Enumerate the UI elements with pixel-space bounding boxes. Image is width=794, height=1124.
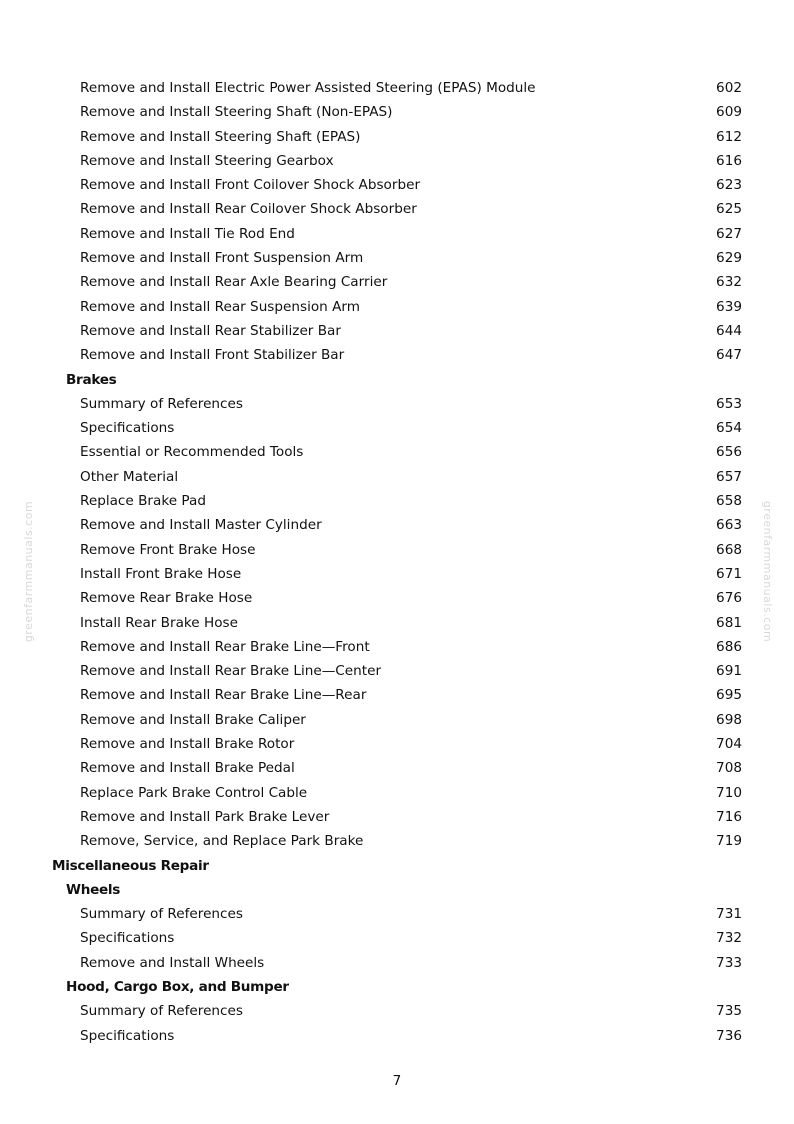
toc-entry-title: Wheels	[66, 881, 121, 898]
toc-entry-title: Remove and Install Wheels	[80, 954, 265, 971]
toc-entry-page: 653	[716, 395, 742, 412]
toc-entry[interactable]	[0, 175, 794, 199]
toc-section-heading	[0, 977, 794, 1001]
toc-entry[interactable]	[0, 297, 794, 321]
toc-entry-title: Miscellaneous Repair	[52, 857, 209, 874]
toc-entry-page: 735	[716, 1003, 742, 1020]
toc-entry-title: Remove and Install Master Cylinder	[80, 517, 322, 534]
toc-entry[interactable]	[0, 321, 794, 345]
toc-entry[interactable]	[0, 734, 794, 758]
toc-entry-page: 656	[716, 444, 742, 461]
toc-entry-page: 708	[716, 760, 742, 777]
toc-entry-page: 632	[716, 274, 742, 291]
toc-entry-page: 695	[716, 687, 742, 704]
toc-entry[interactable]	[0, 807, 794, 831]
toc-entry-title: Summary of References	[80, 1003, 243, 1020]
toc-entry[interactable]	[0, 783, 794, 807]
toc-entry[interactable]	[0, 418, 794, 442]
toc-entry[interactable]	[0, 394, 794, 418]
toc-entry[interactable]	[0, 1026, 794, 1050]
toc-entry-page: 612	[716, 128, 742, 145]
toc-entry-title: Remove and Install Rear Axle Bearing Carrier	[80, 274, 388, 291]
toc-entry-title: Other Material	[80, 468, 179, 485]
toc-entry[interactable]	[0, 102, 794, 126]
toc-entry[interactable]	[0, 758, 794, 782]
toc-entry[interactable]	[0, 345, 794, 369]
toc-entry-page: 676	[716, 590, 742, 607]
toc-entry-title: Remove and Install Steering Gearbox	[80, 152, 334, 169]
toc-entry-page: 657	[716, 468, 742, 485]
toc-entry-title: Summary of References	[80, 395, 243, 412]
toc-entry-title: Replace Brake Pad	[80, 493, 206, 510]
toc-entry-title: Essential or Recommended Tools	[80, 444, 304, 461]
toc-entry-title: Remove and Install Steering Shaft (EPAS)	[80, 128, 361, 145]
toc-entry-title: Specifications	[80, 1027, 175, 1044]
toc-entry-title: Remove and Install Rear Brake Line—Rear	[80, 687, 367, 704]
toc-entry[interactable]	[0, 467, 794, 491]
toc-entry[interactable]	[0, 953, 794, 977]
toc-entry-page: 602	[716, 80, 742, 96]
toc-entry[interactable]	[0, 710, 794, 734]
toc-entry[interactable]	[0, 515, 794, 539]
toc-entry-page: 623	[716, 177, 742, 194]
toc-entry[interactable]	[0, 78, 794, 102]
toc-entry-title: Replace Park Brake Control Cable	[80, 784, 308, 801]
toc-entry-page: 671	[716, 565, 742, 582]
toc-entry-title: Remove and Install Brake Rotor	[80, 736, 295, 753]
toc-entry-page: 616	[716, 152, 742, 169]
toc-entry-page: 658	[716, 493, 742, 510]
toc-entry-title: Remove and Install Electric Power Assisted Steering (EPAS) Module	[80, 80, 536, 96]
toc-entry-title: Remove and Install Front Suspension Arm	[80, 250, 364, 267]
toc-entry[interactable]	[0, 199, 794, 223]
toc-entry-page: 686	[716, 638, 742, 655]
toc-entry-page: 609	[716, 104, 742, 121]
toc-entry-title: Remove and Install Park Brake Lever	[80, 808, 330, 825]
toc-entry[interactable]	[0, 248, 794, 272]
toc-section-heading	[0, 370, 794, 394]
toc-entry-page: 663	[716, 517, 742, 534]
toc-entry-title: Remove and Install Brake Caliper	[80, 711, 306, 728]
toc-entry-title: Remove and Install Rear Suspension Arm	[80, 298, 360, 315]
toc-entry[interactable]	[0, 904, 794, 928]
toc-entry[interactable]	[0, 613, 794, 637]
toc-entry-page: 639	[716, 298, 742, 315]
toc-entry[interactable]	[0, 151, 794, 175]
toc-section-heading	[0, 880, 794, 904]
toc-entry[interactable]	[0, 637, 794, 661]
toc-entry-title: Remove and Install Tie Rod End	[80, 225, 295, 242]
toc-entry-page: 668	[716, 541, 742, 558]
toc-entry-page: 704	[716, 736, 742, 753]
toc-entry-page: 736	[716, 1027, 742, 1044]
toc-entry-title: Remove and Install Front Coilover Shock Absorber	[80, 177, 421, 194]
toc-entry-page: 625	[716, 201, 742, 218]
toc-entry-title: Install Rear Brake Hose	[80, 614, 238, 631]
toc-entry-page: 691	[716, 663, 742, 680]
toc-entry-title: Specifications	[80, 930, 175, 947]
toc-entry[interactable]	[0, 442, 794, 466]
toc-entry-title: Summary of References	[80, 906, 243, 923]
toc-entry[interactable]	[0, 127, 794, 151]
toc-entry-page: 654	[716, 420, 742, 437]
toc-entry[interactable]	[0, 564, 794, 588]
toc-entry-page: 733	[716, 954, 742, 971]
toc-entry-page: 719	[716, 833, 742, 850]
toc-entry[interactable]	[0, 1001, 794, 1025]
toc-entry[interactable]	[0, 224, 794, 248]
toc-entry[interactable]	[0, 661, 794, 685]
toc-section-heading	[0, 856, 794, 880]
toc-entry-page: 681	[716, 614, 742, 631]
toc-entry[interactable]	[0, 831, 794, 855]
toc-entry[interactable]	[0, 685, 794, 709]
toc-entry-title: Remove and Install Brake Pedal	[80, 760, 295, 777]
toc-entry-page: 698	[716, 711, 742, 728]
page-number: 7	[392, 1073, 402, 1089]
toc-entry[interactable]	[0, 588, 794, 612]
watermark-left: greenfarmmanuals.com	[22, 500, 36, 643]
toc-entry-page: 627	[716, 225, 742, 242]
toc-entry-page: 710	[716, 784, 742, 801]
toc-entry-page: 629	[716, 250, 742, 267]
toc-entry-title: Specifications	[80, 420, 175, 437]
watermark-right: greenfarmmanuals.com	[761, 500, 775, 643]
toc-entry-title: Remove Rear Brake Hose	[80, 590, 253, 607]
toc-entry-title: Remove Front Brake Hose	[80, 541, 256, 558]
toc-entry[interactable]	[0, 272, 794, 296]
toc-entry[interactable]	[0, 540, 794, 564]
toc-entry-page: 644	[716, 322, 742, 339]
toc-entry-page: 732	[716, 930, 742, 947]
toc-entry-title: Install Front Brake Hose	[80, 565, 242, 582]
table-of-contents	[0, 78, 794, 1050]
toc-entry[interactable]	[0, 928, 794, 952]
toc-entry-title: Remove and Install Rear Stabilizer Bar	[80, 322, 341, 339]
toc-entry-title: Remove and Install Rear Brake Line—Center	[80, 663, 382, 680]
toc-entry-title: Remove and Install Rear Brake Line—Front	[80, 638, 370, 655]
toc-entry-title: Hood, Cargo Box, and Bumper	[66, 978, 289, 995]
toc-entry[interactable]	[0, 491, 794, 515]
toc-entry-title: Remove and Install Front Stabilizer Bar	[80, 347, 345, 364]
toc-entry-page: 716	[716, 808, 742, 825]
toc-entry-title: Remove and Install Rear Coilover Shock Absorber	[80, 201, 417, 218]
toc-entry-title: Remove, Service, and Replace Park Brake	[80, 833, 364, 850]
toc-entry-page: 647	[716, 347, 742, 364]
toc-entry-title: Remove and Install Steering Shaft (Non-EPAS)	[80, 104, 393, 121]
toc-entry-page: 731	[716, 906, 742, 923]
toc-entry-title: Brakes	[66, 371, 117, 388]
